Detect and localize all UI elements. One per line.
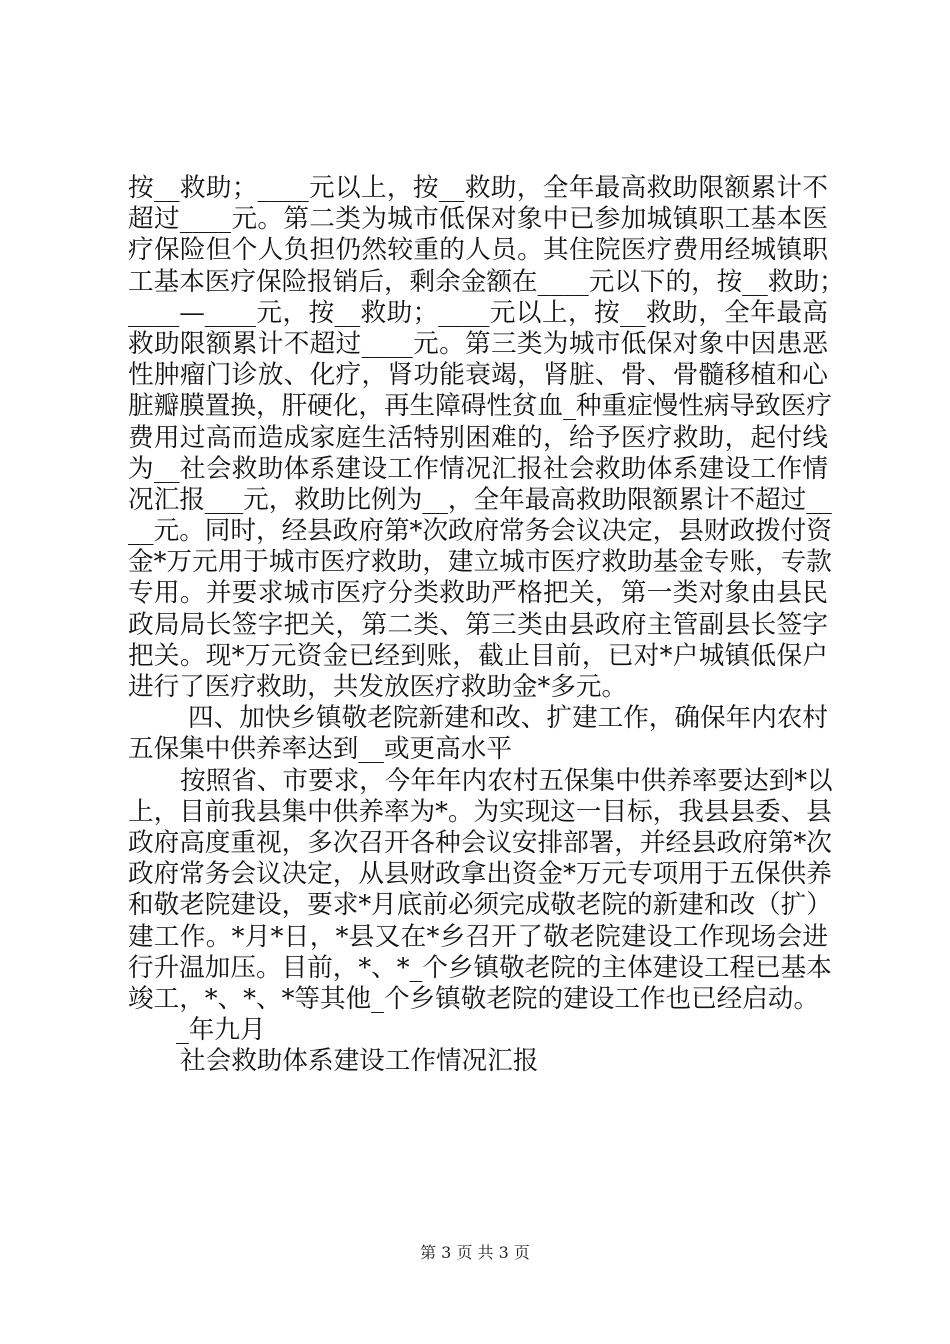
text-line: 政府常务会议决定，从县财政拿出资金*万元专项用于五保供养 — [128, 859, 832, 890]
text-line: 况汇报___元，救助比例为__，全年最高救助限额累计不超过__ — [128, 484, 832, 515]
text-line: 超过____元。第二类为城市低保对象中已参加城镇职工基本医 — [128, 204, 828, 235]
text-line: 竣工，*、*、*等其他_个乡镇敬老院的建设工作也已经启动。 — [128, 983, 820, 1014]
document-body — [128, 173, 845, 1077]
text-line: 专用。并要求城市医疗分类救助严格把关，第一类对象由县民 — [128, 578, 828, 609]
text-line: 政局局长签字把关，第二类、第三类由县政府主管副县长签字 — [128, 609, 828, 640]
text-line: 工基本医疗保险报销后，剩余金额在____元以下的，按__救助； — [128, 266, 845, 297]
text-line: 疗保险但个人负担仍然较重的人员。其住院医疗费用经城镇职 — [128, 235, 828, 266]
text-line: 金*万元用于城市医疗救助，建立城市医疗救助基金专账，专款 — [128, 547, 832, 578]
text-line: 为__社会救助体系建设工作情况汇报社会救助体系建设工作情 — [128, 453, 828, 484]
text-line: 按__救助；____元以上，按__救助，全年最高救助限额累计不 — [128, 173, 828, 203]
text-line: 社会救助体系建设工作情况汇报 — [180, 1046, 539, 1077]
text-line: 按照省、市要求，今年年内农村五保集中供养率要达到*以 — [180, 765, 833, 796]
text-line: 五保集中供养率达到__或更高水平 — [128, 734, 512, 765]
text-line: 建工作。*月*日，*县又在*乡召开了敬老院建设工作现场会进 — [128, 921, 828, 952]
text-line: 四、加快乡镇敬老院新建和改、扩建工作，确保年内农村 — [188, 703, 828, 734]
text-line: 上，目前我县集中供养率为*。为实现这一目标，我县县委、县 — [128, 796, 832, 827]
text-line: 把关。现*万元资金已经到账，截止目前，已对*户城镇低保户 — [128, 640, 828, 671]
text-line: ____—____元，按__救助；____元以上，按__救助，全年最高 — [128, 297, 828, 328]
text-line: 行升温加压。目前，*、*_个乡镇敬老院的主体建设工程已基本 — [128, 952, 832, 983]
text-line: 救助限额累计不超过____元。第三类为城市低保对象中因患恶 — [128, 328, 828, 359]
text-line: _年九月 — [176, 1015, 266, 1046]
text-line: 进行了医疗救助，共发放医疗救助金*多元。 — [128, 672, 628, 702]
text-line: 政府高度重视，多次召开各种会议安排部署，并经县政府第*次 — [128, 827, 832, 858]
text-line: __元。同时，经县政府第*次政府常务会议决定，县财政拨付资 — [128, 516, 832, 547]
text-line: 性肿瘤门诊放、化疗，肾功能衰竭，肾脏、骨、骨髓移植和心 — [128, 360, 828, 391]
text-line: 和敬老院建设，要求*月底前必须完成敬老院的新建和改（扩） — [128, 890, 832, 921]
text-line: 脏瓣膜置换，肝硬化，再生障碍性贫血_种重症慢性病导致医疗 — [128, 391, 832, 422]
text-line: 费用过高而造成家庭生活特别困难的，给予医疗救助，起付线 — [128, 422, 828, 453]
page-footer: 第 3 页 共 3 页 — [420, 1243, 530, 1262]
